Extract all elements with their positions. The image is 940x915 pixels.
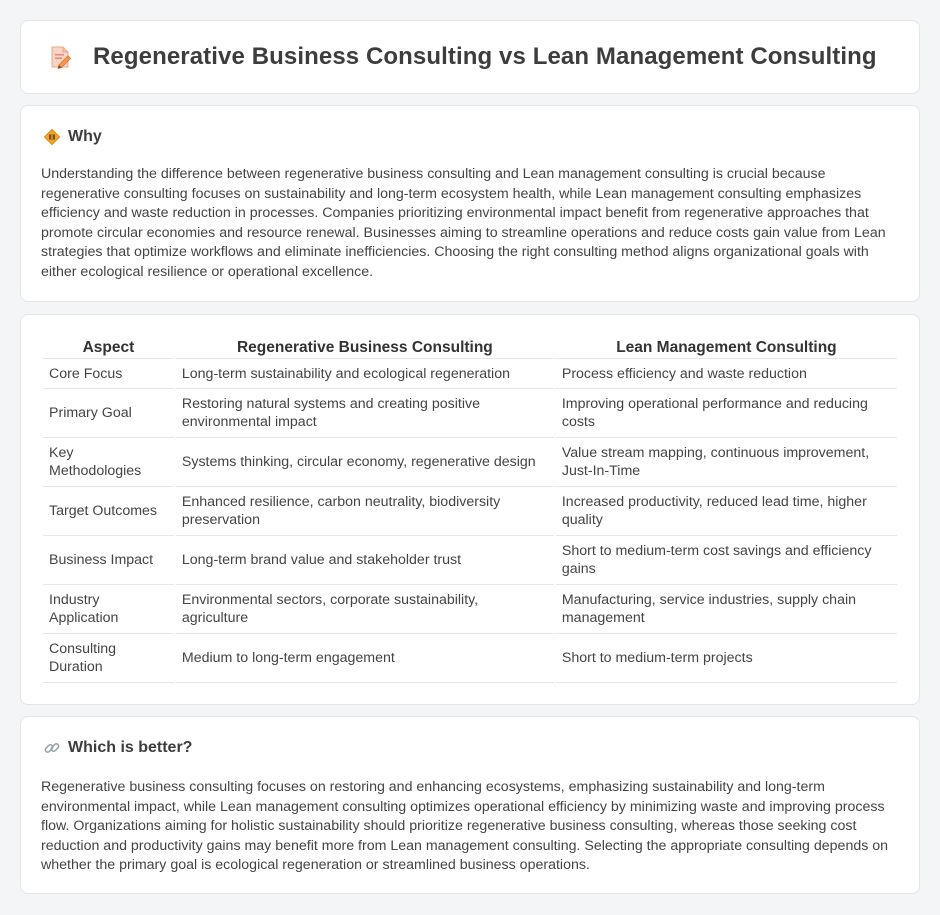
table-row: [43, 487, 897, 536]
regenerative-cell: Restoring natural systems and creating positive environmental impact: [176, 389, 554, 438]
aspect-cell: Consulting Duration: [43, 634, 174, 683]
regenerative-cell: Long-term sustainability and ecological regeneration: [176, 359, 554, 389]
table-row: [43, 438, 897, 487]
table-header-row: [43, 335, 897, 359]
table-row: [43, 359, 897, 389]
link-icon: [43, 739, 61, 757]
which-is-better-section: [20, 716, 920, 894]
lean-cell: Value stream mapping, continuous improvement, Just-In-Time: [556, 438, 897, 487]
header-regenerative: Regenerative Business Consulting: [176, 335, 554, 359]
header-lean: Lean Management Consulting: [556, 335, 897, 359]
why-body: Understanding the difference between regenerative business consulting and Lean management consulting is crucial because regenerative consulting focuses on sustainability and long-term ecosystem health, while Lean management consulting emphasizes efficiency and waste reduction in processes. Companies prioritizing environmental impact benefit from regenerative approaches that promote circular economies and resource renewal. Businesses aiming to streamline operations and reduce costs gain value from Lean strategies that optimize workflows and eliminate inefficiencies. Choosing the right consulting method aligns organizational goals with either ecological resilience or operational excellence.: [41, 166, 886, 280]
aspect-cell: Target Outcomes: [43, 487, 174, 536]
diamond-sign-icon: [43, 128, 61, 146]
regenerative-cell: Enhanced resilience, carbon neutrality, biodiversity preservation: [176, 487, 554, 536]
header-aspect: Aspect: [43, 335, 174, 359]
which-is-better-body: Regenerative business consulting focuses on restoring and enhancing ecosystems, emphasizing sustainability and long-term environmental impact, while Lean management consulting optimizes operational efficiency by minimizing waste and improving process flow. Organizations aiming for holistic sustainability should prioritize regenerative business consulting, whereas those seeking cost reduction and productivity gains may benefit more from Lean management consulting. Selecting the appropriate consulting depends on whether the primary goal is ecological regeneration or streamlined business operations.: [41, 779, 889, 873]
table-row: [43, 536, 897, 585]
which-is-better-heading: Which is better?: [68, 739, 193, 756]
regenerative-cell: Systems thinking, circular economy, regenerative design: [176, 438, 554, 487]
regenerative-cell: Medium to long-term engagement: [176, 634, 554, 683]
lean-cell: Short to medium-term cost savings and efficiency gains: [556, 536, 897, 585]
comparison-table-card: [20, 314, 920, 705]
regenerative-cell: Environmental sectors, corporate sustainability, agriculture: [176, 585, 554, 634]
aspect-cell: Industry Application: [43, 585, 174, 634]
comparison-table: [41, 335, 899, 683]
why-section: [20, 105, 920, 302]
lean-cell: Short to medium-term projects: [556, 634, 897, 683]
table-row: [43, 634, 897, 683]
document-pencil-icon: [47, 44, 73, 70]
regenerative-cell: Long-term brand value and stakeholder trust: [176, 536, 554, 585]
lean-cell: Process efficiency and waste reduction: [556, 359, 897, 389]
table-row: [43, 585, 897, 634]
why-heading: Why: [68, 128, 102, 145]
title-card: [20, 20, 920, 94]
lean-cell: Increased productivity, reduced lead time, higher quality: [556, 487, 897, 536]
lean-cell: Manufacturing, service industries, supply chain management: [556, 585, 897, 634]
aspect-cell: Business Impact: [43, 536, 174, 585]
aspect-cell: Core Focus: [43, 359, 174, 389]
aspect-cell: Primary Goal: [43, 389, 174, 438]
table-row: [43, 389, 897, 438]
aspect-cell: Key Methodologies: [43, 438, 174, 487]
lean-cell: Improving operational performance and reducing costs: [556, 389, 897, 438]
page-title: Regenerative Business Consulting vs Lean Management Consulting: [93, 43, 877, 70]
